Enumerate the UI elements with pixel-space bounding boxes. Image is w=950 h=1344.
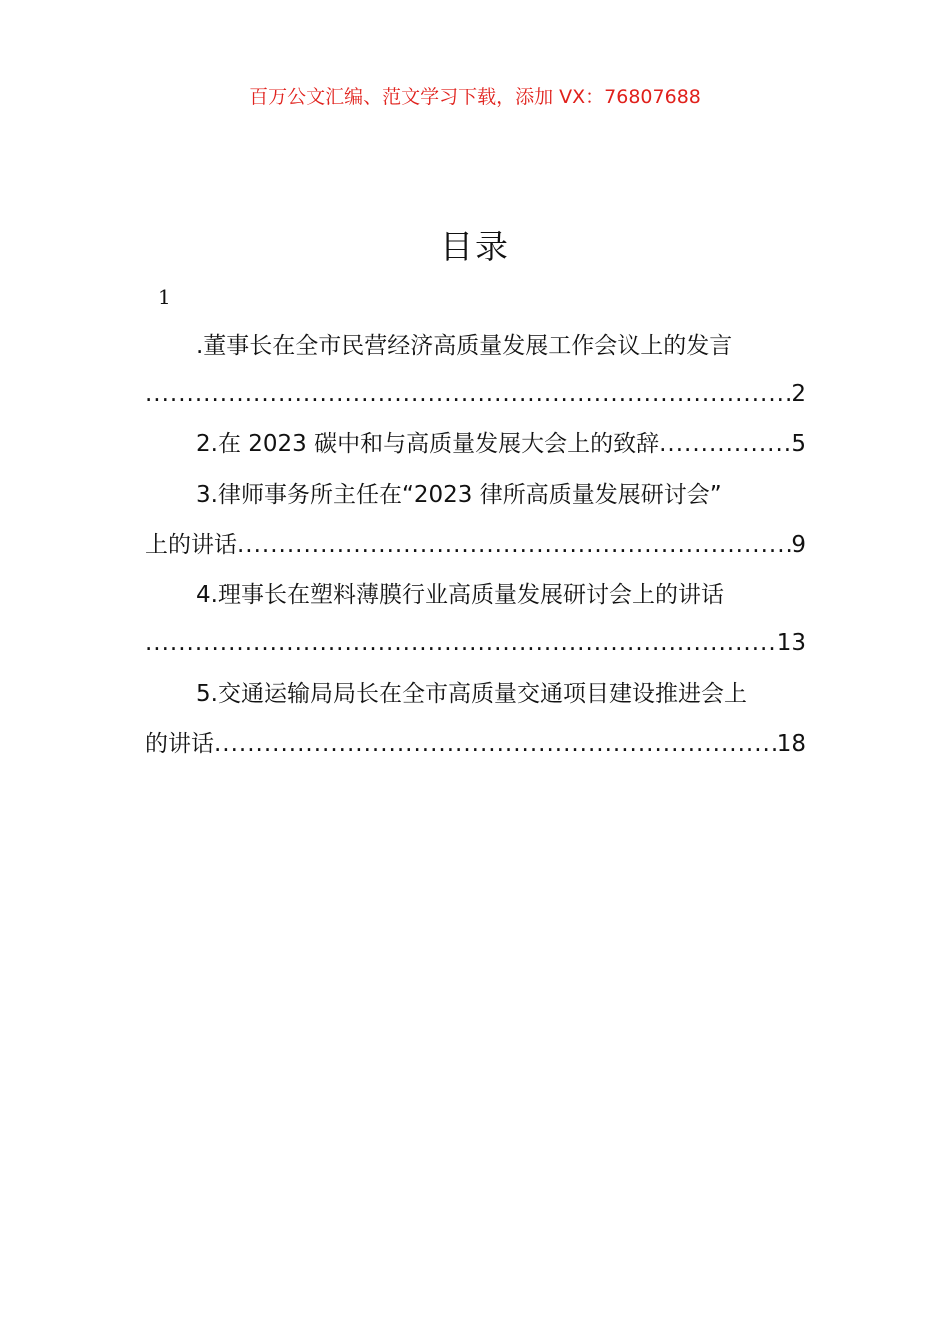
toc-entry-3-text: 3.律师事务所主任在“2023 律所高质量发展研讨会” xyxy=(196,482,722,508)
toc-entry-2-text: 2.在 2023 碳中和与高质量发展大会上的致辞 xyxy=(196,431,660,457)
toc-entry-3-title[interactable] xyxy=(196,477,806,513)
toc-entry-5-leader-line[interactable] xyxy=(145,726,806,762)
page-title: 目录 xyxy=(440,227,510,266)
toc-entry-1-dot-leader xyxy=(145,376,791,412)
toc-entry-5-dot-leader xyxy=(214,726,777,762)
toc-entry-3-dot-leader xyxy=(237,527,791,563)
toc-entry-5-title[interactable] xyxy=(196,676,806,712)
toc-entry-4-title[interactable] xyxy=(196,577,806,613)
toc-entry-2[interactable] xyxy=(196,426,806,462)
toc-entry-3-leader-line[interactable] xyxy=(145,527,806,563)
toc-entry-1-leader-line[interactable] xyxy=(145,376,806,412)
toc-entry-5-continuation: 的讲话 xyxy=(145,731,214,757)
toc-entry-4-text: 4.理事长在塑料薄膜行业高质量发展研讨会上的讲话 xyxy=(196,582,724,608)
toc-entry-1-title[interactable] xyxy=(196,328,806,364)
toc-entry-3-page: 9 xyxy=(791,532,806,558)
toc-entry-5-page: 18 xyxy=(776,731,806,757)
toc-entry-1-text: .董事长在全市民营经济高质量发展工作会议上的发言 xyxy=(196,333,733,359)
stray-page-number: 1 xyxy=(158,285,171,309)
toc-entry-4-leader-line[interactable] xyxy=(145,625,806,661)
toc-entry-1-page: 2 xyxy=(791,381,806,407)
toc-entry-2-page: 5 xyxy=(791,431,806,457)
toc-entry-3-continuation: 上的讲话 xyxy=(145,532,237,558)
toc-entry-4-dot-leader xyxy=(145,625,777,661)
toc-entry-2-dot-leader xyxy=(659,426,791,462)
toc-entry-5-text: 5.交通运输局局长在全市高质量交通项目建设推进会上 xyxy=(196,681,747,707)
header-download-note: 百万公文汇编、范文学习下载，添加 VX：76807688 xyxy=(249,86,701,108)
toc-entry-4-page: 13 xyxy=(776,630,806,656)
